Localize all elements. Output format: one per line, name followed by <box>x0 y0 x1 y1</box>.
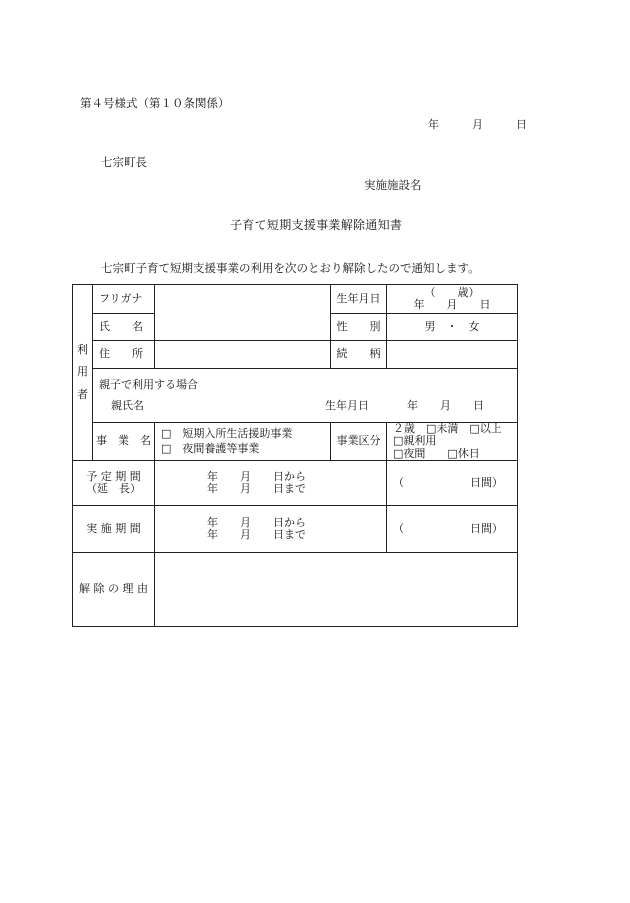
furigana-label: フリガナ <box>93 285 155 314</box>
planned-days[interactable]: （ 日間） <box>387 461 518 506</box>
planned-period-label: 予 定 期 間 （延 長） <box>73 461 155 506</box>
class-age-line[interactable]: ２歳 □未満 □以上 <box>393 422 502 436</box>
birthdate-label: 生年月日 <box>331 285 387 314</box>
name-field[interactable] <box>155 285 331 341</box>
parent-name-label: 親氏名 <box>111 399 144 412</box>
business-class-options <box>387 423 518 461</box>
issue-date-month: 月 <box>472 118 483 131</box>
parent-case-block <box>93 369 518 423</box>
class-time-line[interactable]: □夜間 □休日 <box>393 446 480 460</box>
intro-text: 七宗町子育て短期支援事業の利用を次のとおり解除したので通知します。 <box>101 261 480 275</box>
name-label: 氏 名 <box>93 314 155 341</box>
issue-date-day: 日 <box>516 118 527 131</box>
address-field[interactable] <box>155 341 331 369</box>
age-line: （ 歳） <box>424 285 480 299</box>
relation-label: 続 柄 <box>331 341 387 369</box>
issue-date-year: 年 <box>428 118 439 131</box>
actual-period-label: 実 施 期 間 <box>73 506 155 553</box>
parent-birth-label: 生年月日 <box>325 399 369 412</box>
actual-days[interactable]: （ 日間） <box>387 506 518 553</box>
gender-field[interactable]: 男 ・ 女 <box>387 314 518 341</box>
birthdate-field[interactable] <box>387 285 518 314</box>
planned-from: 年 月 日から <box>207 469 306 483</box>
class-parent-use[interactable]: □親利用 <box>393 434 437 448</box>
cancel-reason-field[interactable] <box>155 553 518 627</box>
business-option-short-stay[interactable]: □ 短期入所生活援助事業 <box>161 427 293 441</box>
business-options <box>155 423 331 461</box>
cancel-reason-label: 解 除 の 理 由 <box>73 553 155 627</box>
gender-label: 性 別 <box>331 314 387 341</box>
planned-to: 年 月 日まで <box>207 482 306 495</box>
addressee: 七宗町長 <box>101 155 147 169</box>
business-class-label: 事業区分 <box>331 423 387 461</box>
notice-form-table <box>72 284 518 627</box>
actual-period-dates[interactable] <box>155 506 387 553</box>
facility-name-label: 実施施設名 <box>364 178 422 192</box>
actual-to: 年 月 日まで <box>207 528 306 541</box>
issue-date <box>428 119 527 130</box>
actual-from: 年 月 日から <box>207 515 306 529</box>
form-number: 第４号様式（第１０条関係） <box>80 96 230 110</box>
business-name-label: 事 業 名 <box>93 423 155 461</box>
user-group-label: 利 用 者 <box>73 285 93 461</box>
address-label: 住 所 <box>93 341 155 369</box>
birth-ymd: 年 月 日 <box>413 298 491 311</box>
parent-birth-ymd: 年 月 日 <box>407 399 484 412</box>
parent-case-label: 親子で利用する場合 <box>99 378 198 391</box>
relation-field[interactable] <box>387 341 518 369</box>
business-option-night-care[interactable]: □ 夜間養護等事業 <box>161 441 260 455</box>
document-title: 子育て短期支援事業解除通知書 <box>230 218 403 232</box>
planned-period-dates[interactable] <box>155 461 387 506</box>
